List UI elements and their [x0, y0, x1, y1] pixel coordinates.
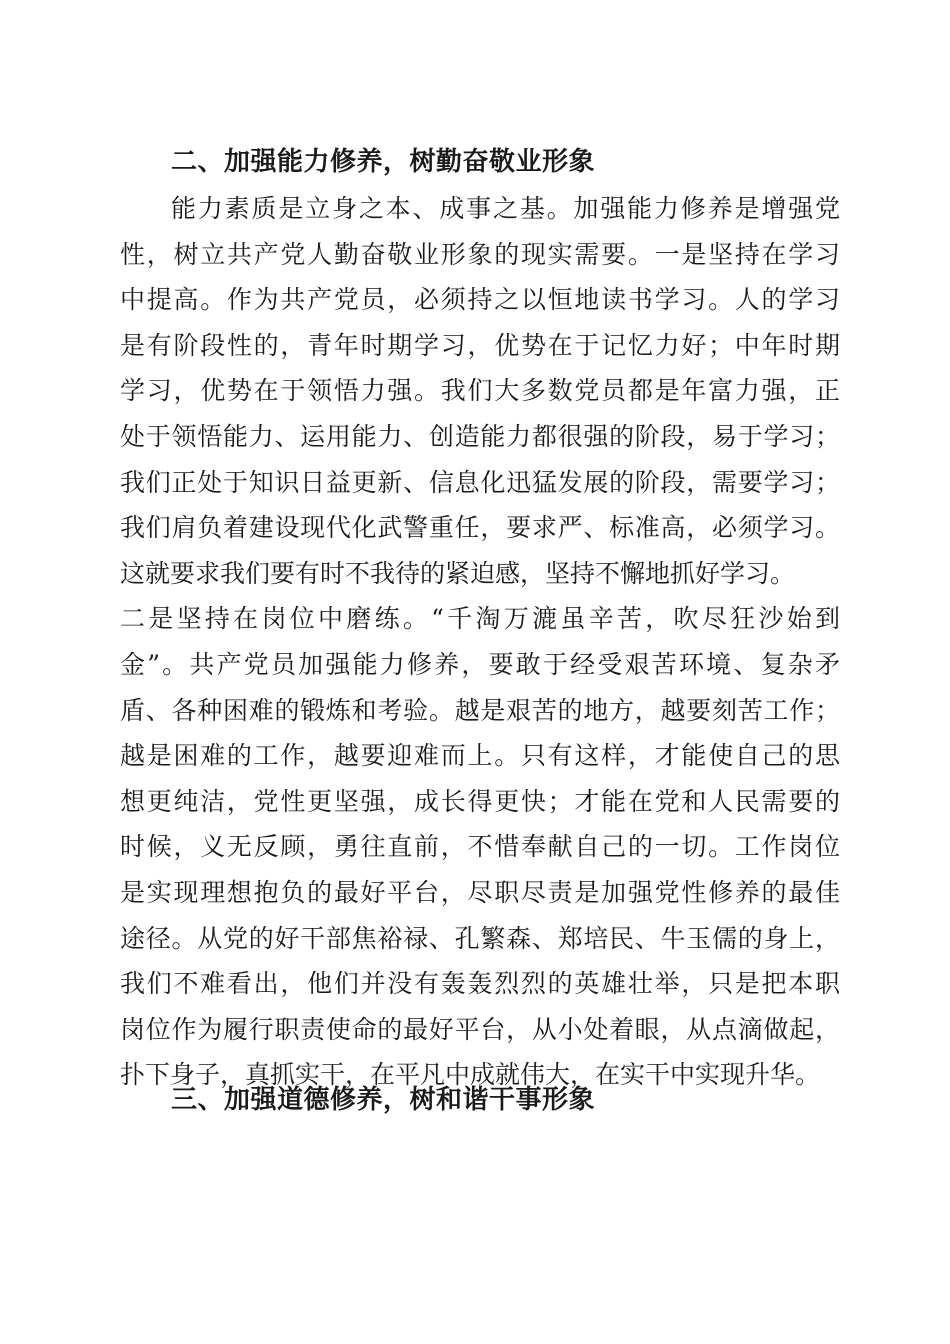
paragraph-line: 扑下身子，真抓实干，在平凡中成就伟大，在实干中实现升华。 — [120, 1060, 821, 1090]
paragraph-line: 越是困难的工作，越要迎难而上。只有这样，才能使自己的思 — [120, 741, 840, 771]
paragraph-line: 能力素质是立身之本、成事之基。加强能力修养是增强党 — [171, 194, 840, 223]
paragraph-line: 岗位作为履行职责使命的最好平台，从小处着眼，从点滴做起， — [120, 1014, 840, 1044]
paragraph-line: 金”。共产党员加强能力修养，要敢于经受艰苦环境、复杂矛 — [120, 649, 840, 679]
paragraph-line: 我们肩负着建设现代化武警重任，要求严、标准高，必须学习。 — [120, 513, 840, 543]
paragraph-line: 二是坚持在岗位中磨练。“千淘万漉虽辛苦，吹尽狂沙始到 — [120, 604, 840, 634]
paragraph-line: 想更纯洁，党性更坚强，成长得更快；才能在党和人民需要的 — [120, 786, 840, 816]
section-heading-3: 三、加强道德修养，树和谐干事形象 — [171, 1085, 596, 1115]
paragraph-line: 盾、各种困难的锻炼和考验。越是艰苦的地方，越要刻苦工作； — [120, 695, 840, 725]
paragraph-line: 处于领悟能力、运用能力、创造能力都很强的阶段，易于学习； — [120, 421, 840, 451]
paragraph-line: 这就要求我们要有时不我待的紧迫感，坚持不懈地抓好学习。 — [120, 558, 796, 588]
paragraph-line: 性，树立共产党人勤奋敬业形象的现实需要。一是坚持在学习 — [120, 239, 840, 269]
body-paragraph — [120, 186, 840, 1098]
paragraph-line: 我们正处于知识日益更新、信息化迅猛发展的阶段，需要学习； — [120, 467, 840, 497]
paragraph-line: 中提高。作为共产党员，必须持之以恒地读书学习。人的学习 — [120, 285, 840, 315]
paragraph-line: 途径。从党的好干部焦裕禄、孔繁森、郑培民、牛玉儒的身上， — [120, 923, 840, 953]
paragraph-line: 学习，优势在于领悟力强。我们大多数党员都是年富力强，正 — [120, 376, 840, 406]
paragraph-line: 是有阶段性的，青年时期学习，优势在于记忆力好；中年时期 — [120, 330, 840, 360]
paragraph-line: 时候，义无反顾，勇往直前，不惜奉献自己的一切。工作岗位 — [120, 832, 840, 862]
paragraph-line: 我们不难看出，他们并没有轰轰烈烈的英雄壮举，只是把本职 — [120, 969, 840, 999]
section-heading-2: 二、加强能力修养，树勤奋敬业形象 — [171, 147, 596, 177]
paragraph-line: 是实现理想抱负的最好平台，尽职尽责是加强党性修养的最佳 — [120, 877, 840, 907]
